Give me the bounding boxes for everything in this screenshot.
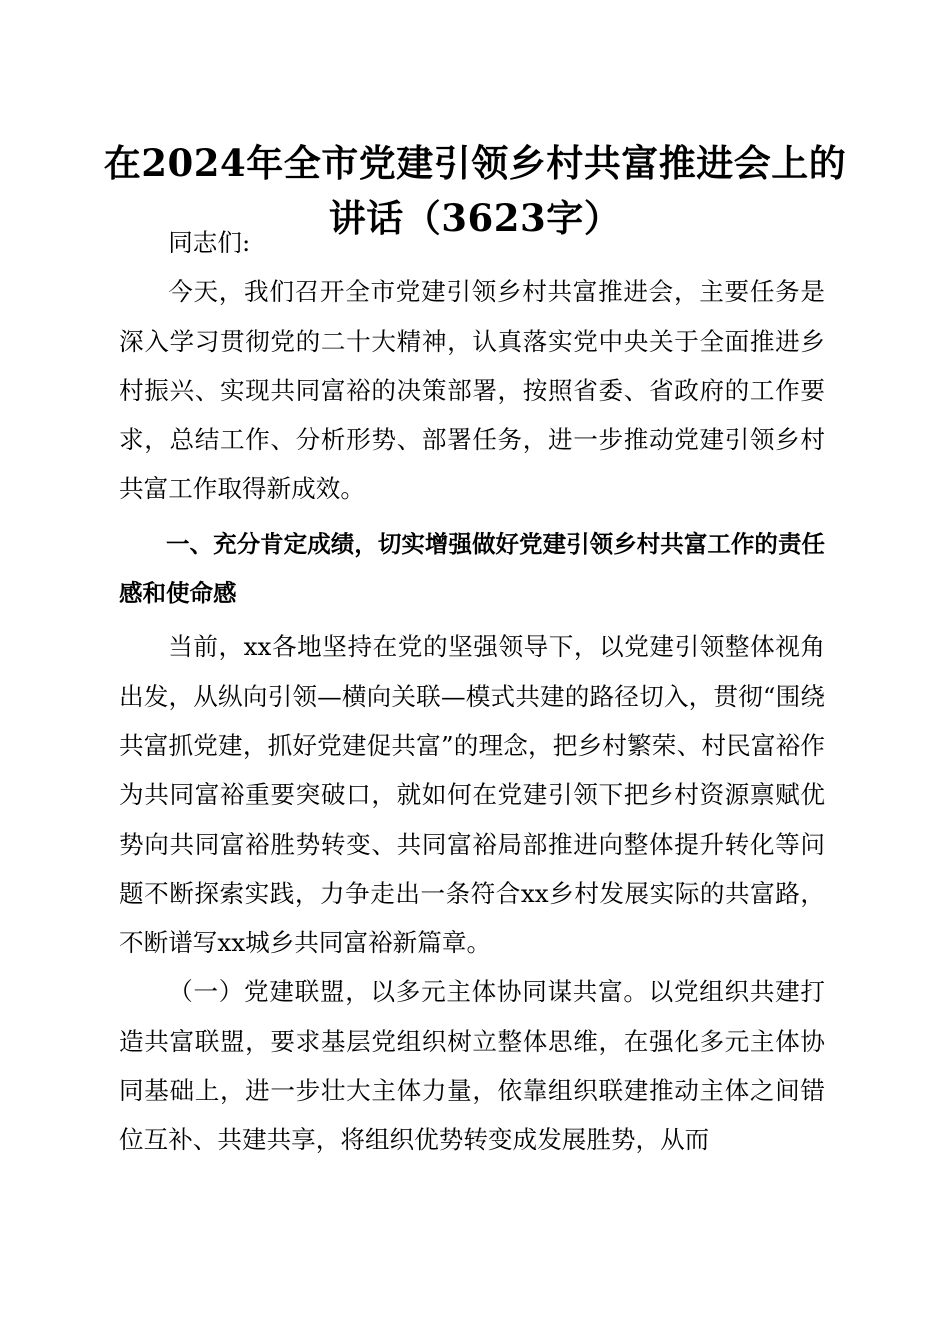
body-paragraph-subsection-1: （一）党建联盟，以多元主体协同谋共富。以党组织共建打造共富联盟，要求基层党组织树立整体思维，在强化多元主体协同基础上，进一步壮大主体力量，依靠组织联建推动主体之间错位互补、共建共享，将组织优势转变成发展胜势，从而 (119, 977, 825, 1155)
section-heading-1: 一、充分肯定成绩，切实增强做好党建引领乡村共富工作的责任感和使命感 (119, 529, 825, 608)
salutation: 同志们: (168, 228, 251, 257)
document-body (119, 218, 825, 1165)
title-line-2: 讲话（3623字） (328, 196, 622, 240)
title-line-1: 在2024年全市党建引领乡村共富推进会上的 (103, 141, 847, 185)
body-paragraph-current-status: 当前，xx各地坚持在党的坚强领导下，以党建引领整体视角出发，从纵向引领—横向关联—模式共建的路径切入，贯彻“围绕共富抓党建，抓好党建促共富”的理念，把乡村繁荣、村民富裕作为共同富裕重要突破口，就如何在党建引领下把乡村资源禀赋优势向共同富裕胜势转变、共同富裕局部推进向整体提升转化等问题不断探索实践，力争走出一条符合xx乡村发展实际的共富路，不断谱写xx城乡共同富裕新篇章。 (119, 632, 825, 958)
body-paragraph-intro: 今天，我们召开全市党建引领乡村共富推进会，主要任务是深入学习贯彻党的二十大精神，认真落实党中央关于全面推进乡村振兴、实现共同富裕的决策部署，按照省委、省政府的工作要求，总结工作、分析形势、部署任务，进一步推动党建引领乡村共富工作取得新成效。 (119, 277, 825, 504)
